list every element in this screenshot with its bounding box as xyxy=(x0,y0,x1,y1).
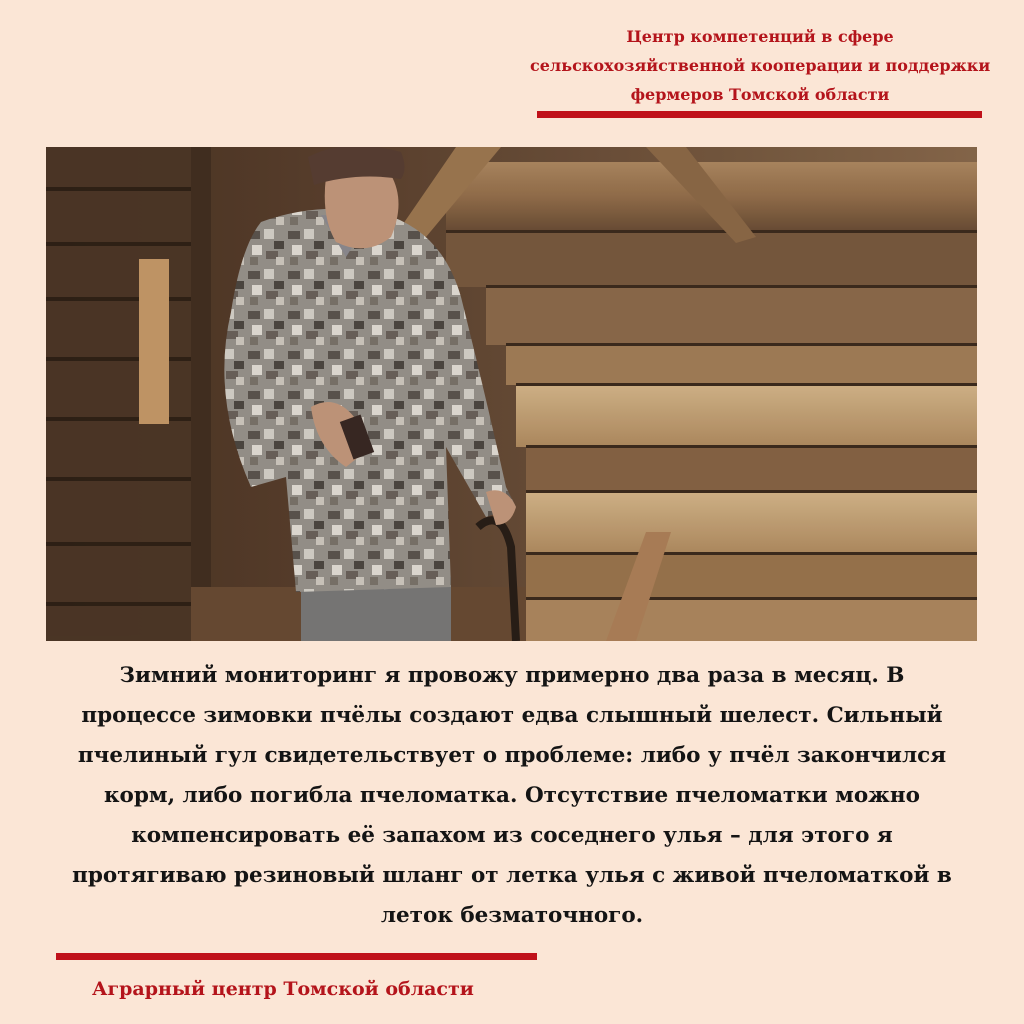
quote-line-2: процессе зимовки пчёлы создают едва слышный шелест. Сильный xyxy=(81,703,943,728)
quote-line-6: протягиваю резиновый шланг от летка улья с живой пчеломаткой в xyxy=(72,863,952,888)
quote-line-5: компенсировать её запахом из соседнего улья – для этого я xyxy=(131,823,893,848)
quote-text xyxy=(44,656,980,936)
quote-line-1: Зимний мониторинг я провожу примерно два раза в месяц. В xyxy=(119,663,905,688)
quote-line-7: леток безматочного. xyxy=(380,903,644,928)
beekeeper-photo xyxy=(46,147,977,641)
footer-organization: Аграрный центр Томской области xyxy=(92,978,474,1000)
header-line-1: Центр компетенций в сфере xyxy=(626,27,894,46)
quote-line-3: пчелиный гул свидетельствует о проблеме: либо у пчёл закончился xyxy=(77,743,947,768)
header-line-3: фермеров Томской области xyxy=(630,85,890,104)
quote-line-4: корм, либо погибла пчеломатка. Отсутствие пчеломатки можно xyxy=(104,783,920,808)
organization-header xyxy=(530,22,990,109)
header-divider xyxy=(537,111,982,118)
header-line-2: сельскохозяйственной кооперации и поддержки xyxy=(530,56,991,75)
footer-divider xyxy=(56,953,537,960)
